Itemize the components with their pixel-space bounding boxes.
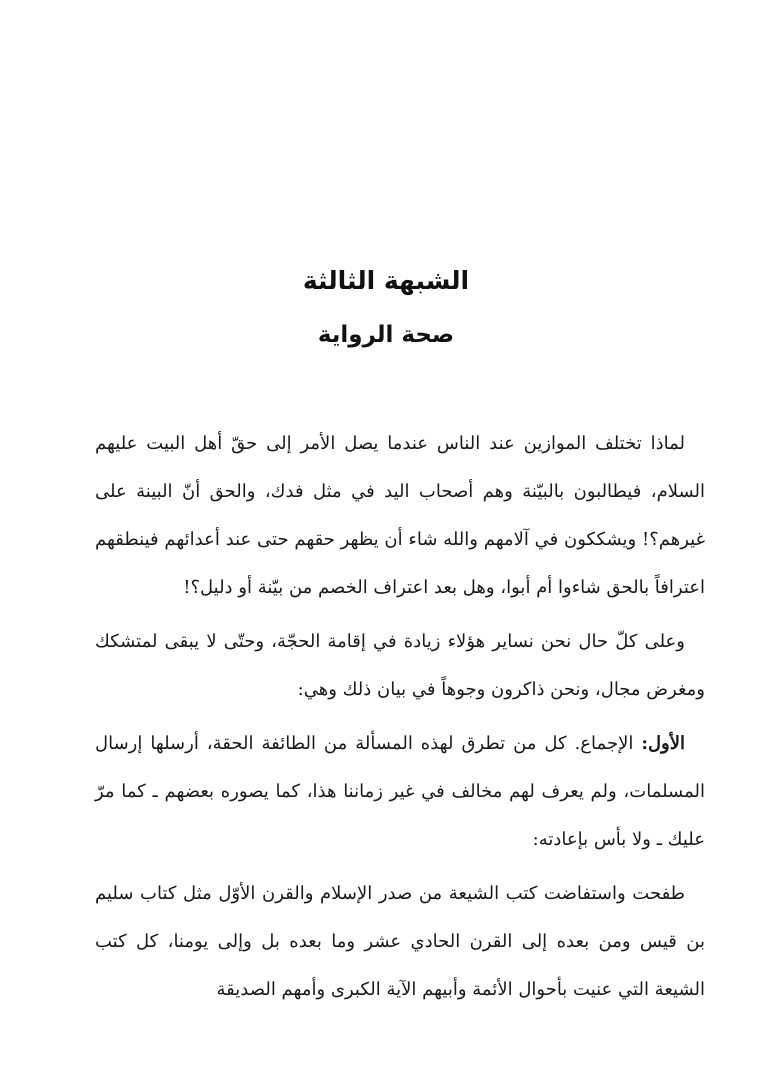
paragraph-3-text: الإجماع. كل من تطرق لهذه المسألة من الطائفة الحقة، أرسلها إرسال المسلمات، ولم يعرف لهم مخالف في غير زماننا هذا، كما يصوره بعضهم ـ كما مرّ عليك ـ ولا بأس بإعادته: (95, 733, 705, 850)
paragraph-3-lead: الأول: (641, 733, 685, 754)
paragraph-3 (95, 720, 705, 864)
section-title: الشبهة الثالثة (302, 266, 470, 295)
section-subtitle: صحة الرواية (317, 322, 455, 348)
paragraph-1: لماذا تختلف الموازين عند الناس عندما يصل الأمر إلى حقّ أهل البيت عليهم السلام، فيطالبون بالبيّنة وهم أصحاب اليد في مثل فدك، والحق أنّ البينة على غيرهم؟! ويشككون في آلامهم والله شاء أن يظهر حقهم حتى عند أعدائهم فينطقهم اعترافاً بالحق شاءوا أم أبوا، وهل بعد اعتراف الخصم من بيّنة أو دليل؟! (95, 433, 705, 598)
paragraph-2: وعلى كلّ حال نحن نساير هؤلاء زيادة في إقامة الحجّة، وحتّى لا يبقى لمتشكك ومغرض مجال، ونحن ذاكرون وجوهاً في بيان ذلك وهي: (95, 631, 705, 700)
paragraph-4: طفحت واستفاضت كتب الشيعة من صدر الإسلام والقرن الأوّل مثل كتاب سليم بن قيس ومن بعده إلى القرن الحادي عشر وما بعده بل وإلى يومنا، كل كتب الشيعة التي عنيت بأحوال الأئمة وأبيهم الآية الكبرى وأمهم الصديقة (95, 883, 705, 1000)
body-text (95, 420, 705, 1014)
